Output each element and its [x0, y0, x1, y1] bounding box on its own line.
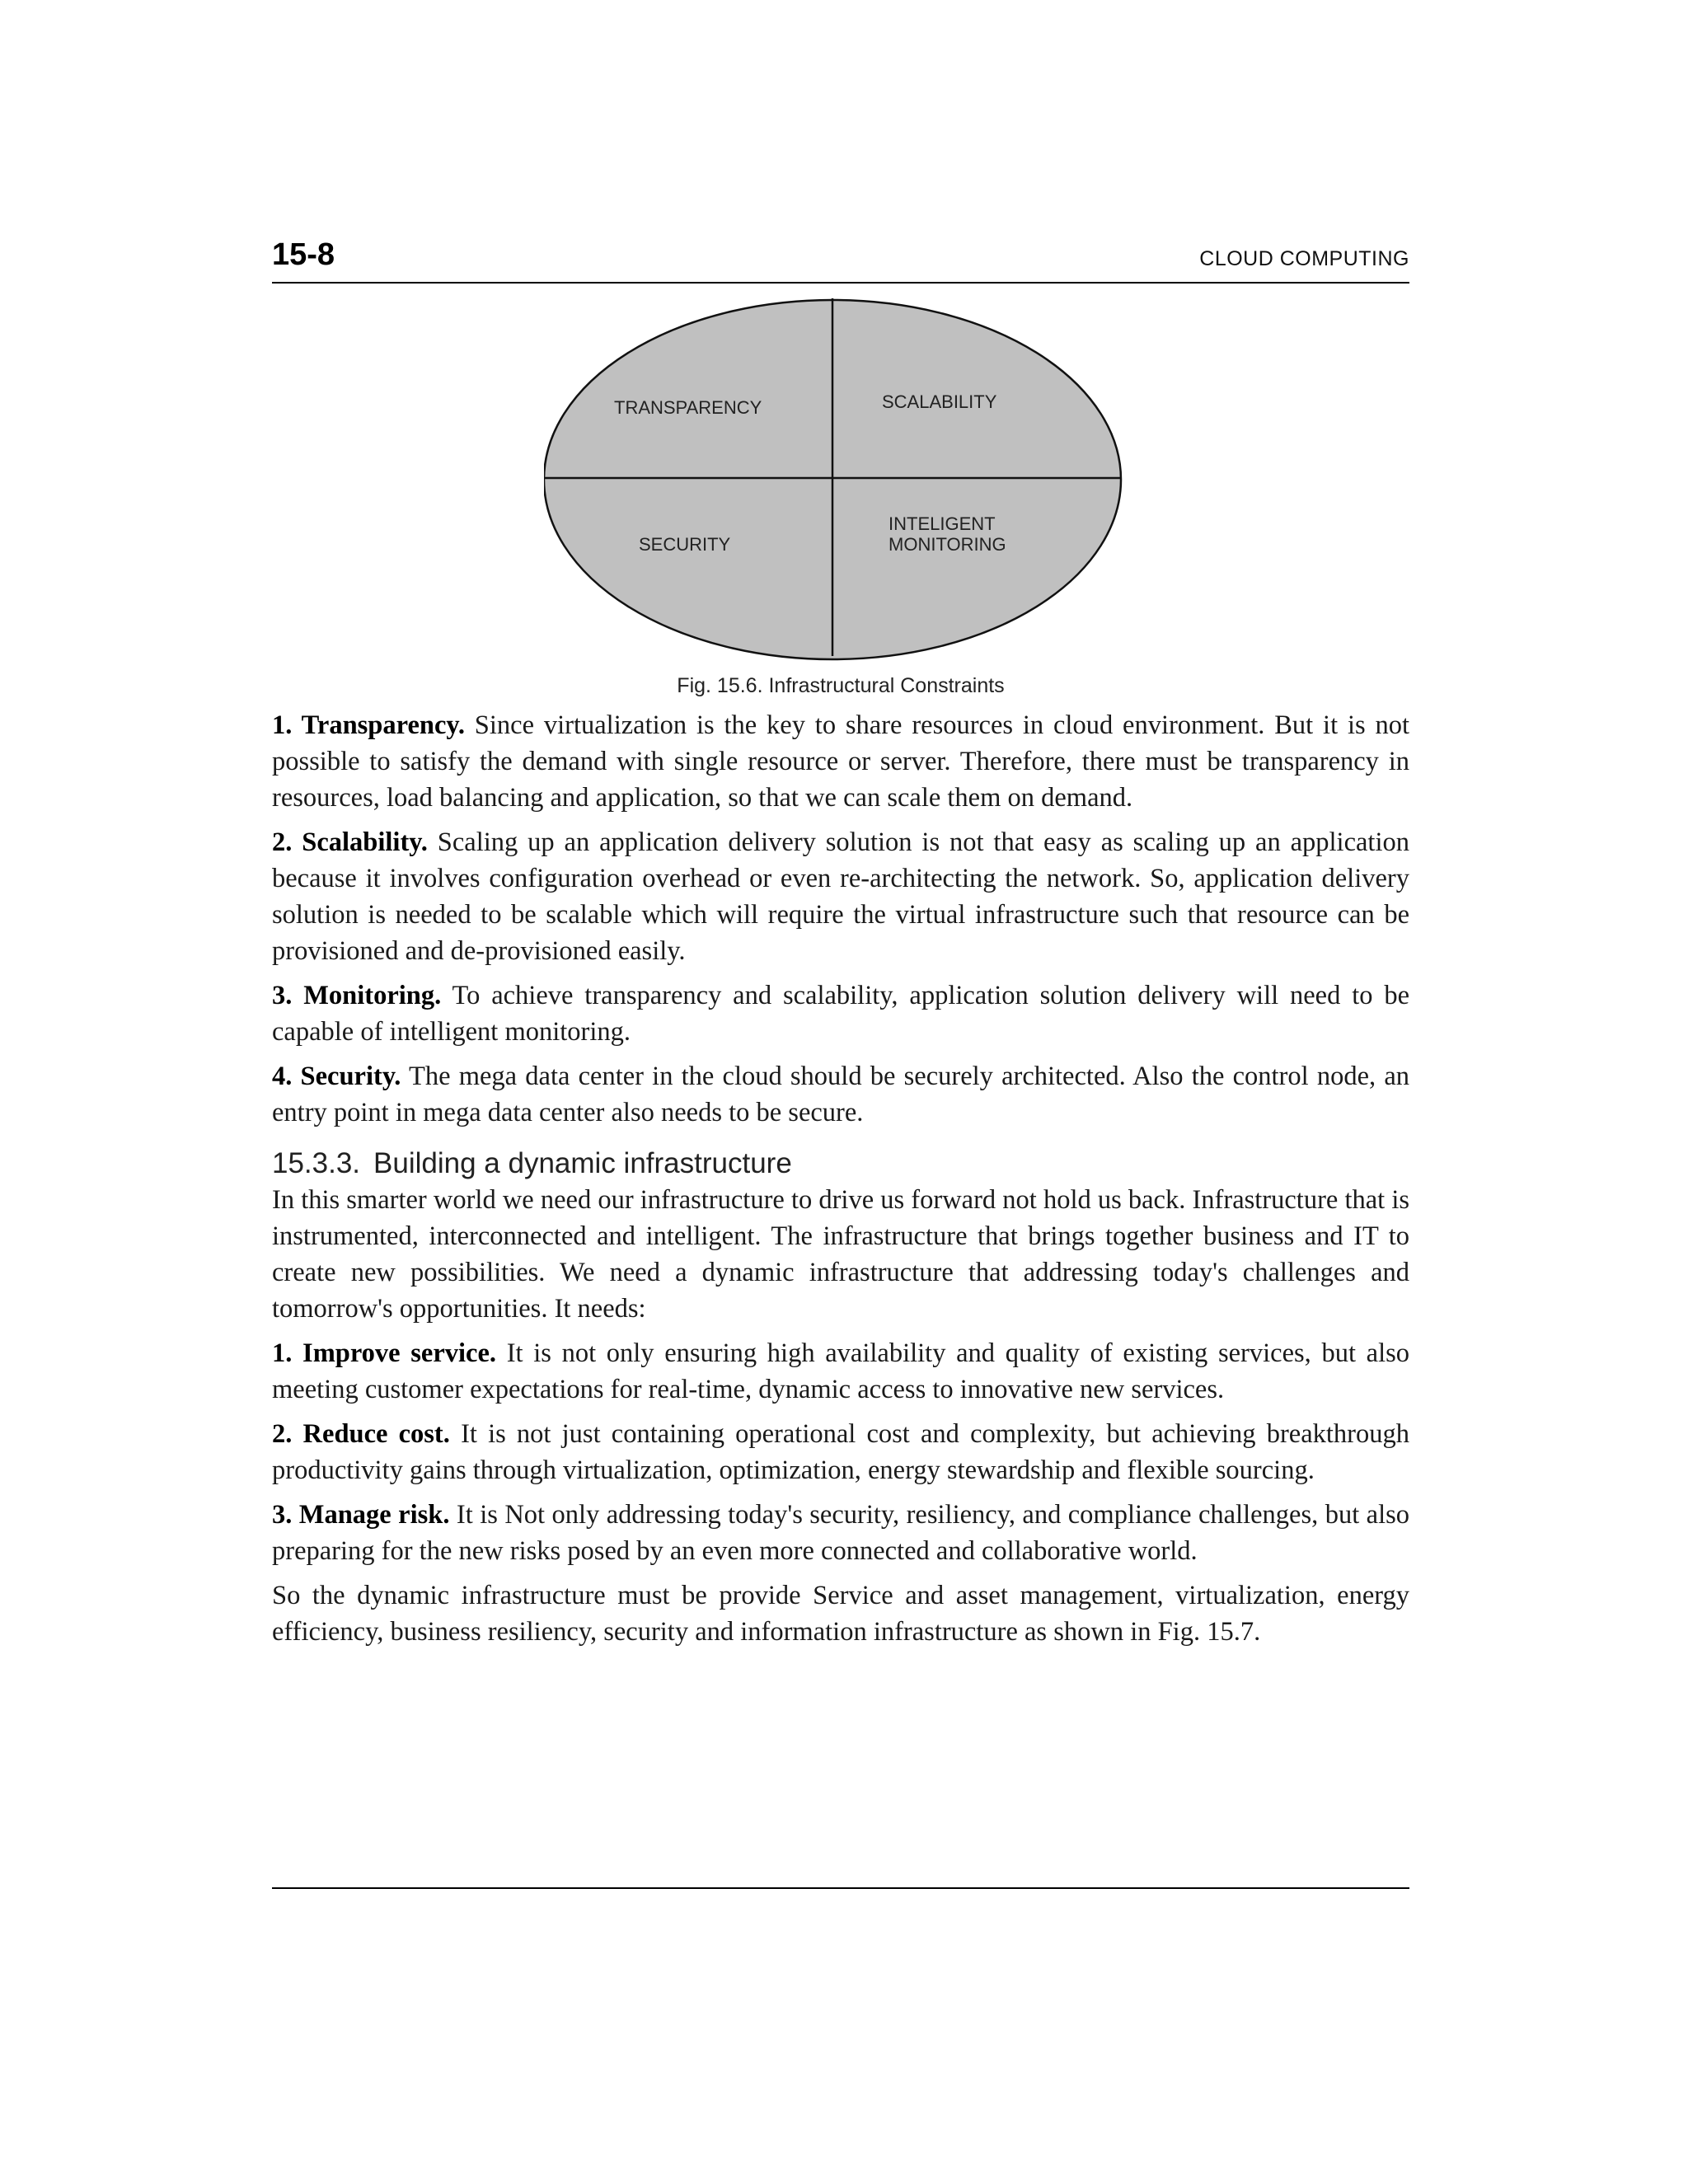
figure-caption: Fig. 15.6. Infrastructural Constraints: [677, 674, 1005, 697]
constraint-text: The mega data center in the cloud should be securely architected. Also the control node, an entry point in mega data center also needs to be secure.: [272, 1062, 1409, 1127]
constraint-title: 4. Security.: [272, 1062, 401, 1091]
constraints-diagram: [544, 297, 1137, 668]
need-manage-risk: [272, 1497, 1409, 1569]
infrastructural-constraints-figure: [544, 297, 1137, 668]
section-title: Building a dynamic infrastructure: [373, 1147, 792, 1179]
quadrant-transparency: TRANSPARENCY: [614, 397, 762, 418]
constraint-security: [272, 1058, 1409, 1131]
constraint-text: To achieve transparency and scalability, application solution delivery will need to be capable of intelligent monitoring.: [272, 981, 1410, 1047]
quadrant-monitoring-line2: MONITORING: [889, 534, 1006, 555]
need-reduce-cost: [272, 1416, 1409, 1488]
constraint-title: 2. Scalability.: [272, 827, 428, 857]
page-header: [272, 236, 1409, 284]
constraint-monitoring: [272, 977, 1409, 1050]
closing-paragraph: So the dynamic infrastructure must be provide Service and asset management, virtualization, energy efficiency, business resiliency, security and information infrastructure as shown in Fig. 15.7.: [272, 1581, 1409, 1647]
need-title: 2. Reduce cost.: [272, 1419, 450, 1449]
quadrant-monitoring-line1: INTELIGENT: [889, 513, 996, 534]
constraint-text: Scaling up an application delivery solution is not that easy as scaling up an application because it involves configuration overhead or even re-architecting the network. So, application delivery solution is needed to be scalable which will require the virtual infrastructure such that resource can be provisioned and de-provisioned easily.: [272, 827, 1409, 966]
quadrant-scalability: SCALABILITY: [882, 391, 997, 412]
page-body: [272, 707, 1409, 1658]
footer-rule: [272, 1887, 1409, 1889]
quadrant-security: SECURITY: [639, 534, 731, 555]
page-number: 15-8: [272, 237, 335, 272]
section-intro: In this smarter world we need our infrastructure to drive us forward not hold us back. Infrastructure that is instrumented, interconnected and intelligent. The infrastructure that brings together business and IT to create new possibilities. We need a dynamic infrastructure that addressing today's challenges and tomorrow's opportunities. It needs:: [272, 1185, 1409, 1324]
need-title: 3. Manage risk.: [272, 1500, 450, 1530]
need-improve-service: [272, 1335, 1409, 1408]
running-head: CLOUD COMPUTING: [1199, 247, 1409, 270]
section-number: 15.3.3.: [272, 1147, 361, 1179]
constraint-title: 1. Transparency.: [272, 710, 465, 740]
constraint-title: 3. Monitoring.: [272, 981, 442, 1010]
section-heading: [272, 1146, 1409, 1182]
constraint-scalability: [272, 824, 1409, 969]
need-text: It is not just containing operational cost and complexity, but achieving breakthrough productivity gains through virtualization, optimization, energy stewardship and flexible sourcing.: [272, 1419, 1409, 1485]
need-text: It is Not only addressing today's security, resiliency, and compliance challenges, but also preparing for the new risks posed by an even more connected and collaborative world.: [272, 1500, 1410, 1566]
constraint-text: Since virtualization is the key to share resources in cloud environment. But it is not possible to satisfy the demand with single resource or server. Therefore, there must be transparency in resources, load balancing and application, so that we can scale them on demand.: [272, 710, 1409, 813]
need-title: 1. Improve service.: [272, 1338, 497, 1368]
constraint-transparency: [272, 707, 1409, 816]
need-text: It is not only ensuring high availability and quality of existing services, but also meeting customer expectations for real-time, dynamic access to innovative new services.: [272, 1338, 1409, 1404]
